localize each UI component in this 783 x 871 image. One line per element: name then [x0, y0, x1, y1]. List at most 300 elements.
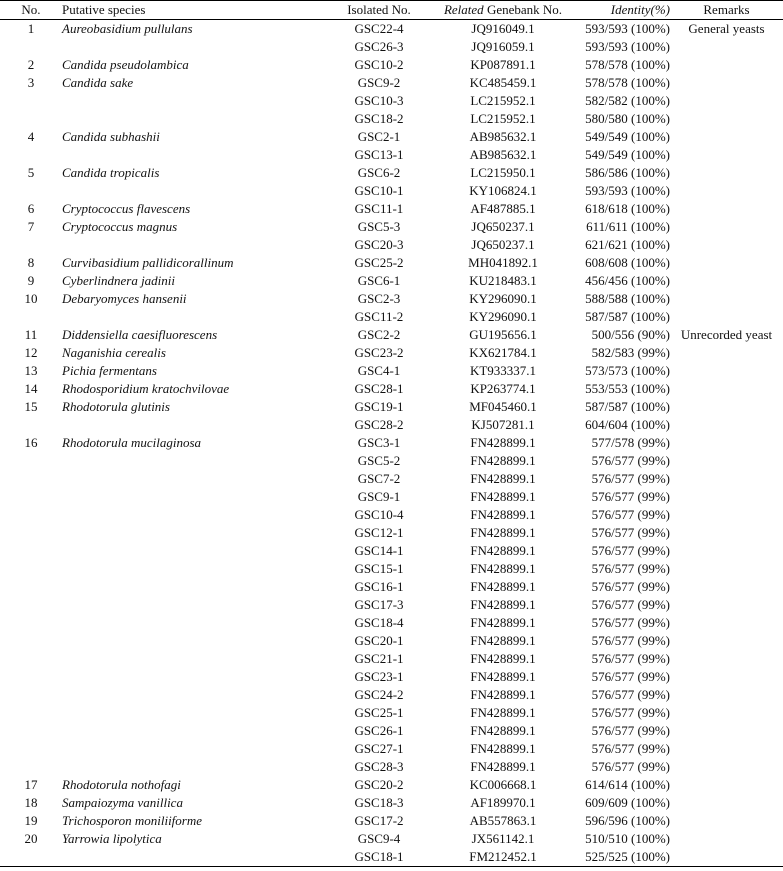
cell-genebank: FN428899.1: [470, 651, 536, 666]
cell-identity: 577/578 (99%): [591, 435, 670, 450]
cell-remarks: [670, 74, 783, 92]
table-row: [0, 128, 783, 146]
cell-no: [0, 470, 62, 488]
cell-species: [62, 740, 322, 758]
cell-genebank: LC215950.1: [470, 165, 536, 180]
table-row: [0, 812, 783, 830]
cell-no: [0, 632, 62, 650]
cell-remarks: [670, 596, 783, 614]
cell-genebank: AF487885.1: [470, 201, 536, 216]
cell-species: Pichia fermentans: [62, 363, 157, 378]
cell-genebank: JQ916049.1: [471, 21, 535, 36]
cell-identity: 573/573 (100%): [585, 363, 670, 378]
cell-no: [0, 524, 62, 542]
table-row: [0, 272, 783, 290]
cell-identity: 608/608 (100%): [585, 255, 670, 270]
cell-species: [62, 38, 322, 56]
cell-remarks: [670, 182, 783, 200]
table-row: [0, 758, 783, 776]
cell-isolated: GSC3-1: [357, 435, 401, 450]
header-isolated: Isolated No.: [322, 1, 436, 20]
cell-remarks: [670, 686, 783, 704]
cell-no: [0, 560, 62, 578]
cell-no: [0, 614, 62, 632]
cell-isolated: GSC9-2: [357, 75, 401, 90]
table-row: [0, 20, 783, 39]
cell-identity: 576/577 (99%): [591, 669, 670, 684]
cell-isolated: GSC2-1: [357, 129, 401, 144]
cell-genebank: FN428899.1: [470, 669, 536, 684]
cell-isolated: GSC25-2: [354, 255, 404, 270]
cell-species: [62, 542, 322, 560]
cell-identity: 587/587 (100%): [585, 309, 670, 324]
cell-remarks: [670, 758, 783, 776]
cell-species: [62, 560, 322, 578]
cell-isolated: GSC4-1: [357, 363, 401, 378]
header-no: No.: [0, 1, 62, 20]
cell-no: [0, 542, 62, 560]
cell-isolated: GSC10-2: [354, 57, 404, 72]
table-row: [0, 848, 783, 867]
cell-species: Rhodotorula mucilaginosa: [62, 435, 202, 450]
cell-remarks: [670, 362, 783, 380]
cell-no: [0, 506, 62, 524]
cell-no: [0, 38, 62, 56]
table-row: [0, 740, 783, 758]
cell-isolated: GSC17-2: [354, 813, 404, 828]
cell-identity: 549/549 (100%): [585, 129, 670, 144]
cell-genebank: AF189970.1: [470, 795, 536, 810]
cell-identity: 576/577 (99%): [591, 489, 670, 504]
cell-remarks: [670, 524, 783, 542]
table-row: [0, 470, 783, 488]
cell-identity: 500/556 (90%): [591, 327, 670, 342]
cell-isolated: GSC28-2: [354, 417, 404, 432]
cell-isolated: GSC9-1: [357, 489, 401, 504]
cell-identity: 576/577 (99%): [591, 507, 670, 522]
cell-identity: 586/586 (100%): [585, 165, 670, 180]
cell-genebank: FN428899.1: [470, 705, 536, 720]
table-row: [0, 452, 783, 470]
cell-genebank: MF045460.1: [469, 399, 537, 414]
cell-isolated: GSC2-2: [357, 327, 401, 342]
table-body: [0, 20, 783, 867]
cell-species: Candida subhashii: [62, 129, 160, 144]
cell-identity: 593/593 (100%): [585, 39, 670, 54]
cell-identity: 593/593 (100%): [585, 183, 670, 198]
cell-genebank: FN428899.1: [470, 507, 536, 522]
cell-species: Cryptococcus flavescens: [62, 201, 191, 216]
cell-species: [62, 182, 322, 200]
table-row: [0, 362, 783, 380]
cell-isolated: GSC7-2: [357, 471, 401, 486]
cell-remarks: [670, 290, 783, 308]
cell-isolated: GSC18-2: [354, 111, 404, 126]
cell-isolated: GSC17-3: [354, 597, 404, 612]
cell-no: [0, 308, 62, 326]
cell-identity: 576/577 (99%): [591, 723, 670, 738]
cell-identity: 587/587 (100%): [585, 399, 670, 414]
cell-identity: 588/588 (100%): [585, 291, 670, 306]
table-row: [0, 38, 783, 56]
cell-genebank: KC485459.1: [469, 75, 537, 90]
cell-species: [62, 614, 322, 632]
cell-isolated: GSC9-4: [357, 831, 401, 846]
cell-remarks: [670, 146, 783, 164]
cell-species: Debaryomyces hansenii: [62, 291, 187, 306]
cell-genebank: JQ650237.1: [471, 219, 535, 234]
cell-remarks: [670, 848, 783, 867]
cell-isolated: GSC23-2: [354, 345, 404, 360]
table-row: [0, 722, 783, 740]
table-row: [0, 578, 783, 596]
cell-no: 9: [27, 273, 35, 288]
table-row: [0, 200, 783, 218]
cell-isolated: GSC10-3: [354, 93, 404, 108]
cell-identity: 604/604 (100%): [585, 417, 670, 432]
cell-identity: 576/577 (99%): [591, 471, 670, 486]
table-row: [0, 704, 783, 722]
cell-remarks: [670, 794, 783, 812]
cell-identity: 576/577 (99%): [591, 687, 670, 702]
cell-remarks: [670, 614, 783, 632]
table-row: [0, 542, 783, 560]
table-row: [0, 650, 783, 668]
cell-no: 7: [27, 219, 35, 234]
cell-isolated: GSC28-3: [354, 759, 404, 774]
cell-genebank: LC215952.1: [470, 93, 536, 108]
cell-isolated: GSC5-2: [357, 453, 401, 468]
cell-species: [62, 146, 322, 164]
cell-identity: 576/577 (99%): [591, 543, 670, 558]
cell-species: [62, 632, 322, 650]
cell-remarks: [670, 722, 783, 740]
cell-genebank: FN428899.1: [470, 723, 536, 738]
table-row: [0, 56, 783, 74]
table-row: [0, 632, 783, 650]
cell-species: Curvibasidium pallidicorallinum: [62, 255, 234, 270]
cell-no: [0, 650, 62, 668]
cell-remarks: [670, 812, 783, 830]
cell-species: Candida tropicalis: [62, 165, 160, 180]
cell-identity: 576/577 (99%): [591, 453, 670, 468]
cell-genebank: FN428899.1: [470, 543, 536, 558]
cell-remarks: [670, 56, 783, 74]
cell-genebank: KX621784.1: [469, 345, 537, 360]
cell-genebank: KP087891.1: [470, 57, 536, 72]
cell-genebank: FN428899.1: [470, 687, 536, 702]
cell-genebank: FN428899.1: [470, 435, 536, 450]
cell-species: [62, 686, 322, 704]
table-row: [0, 398, 783, 416]
table-row: [0, 794, 783, 812]
table-row: [0, 524, 783, 542]
cell-genebank: LC215952.1: [470, 111, 536, 126]
cell-isolated: GSC11-1: [354, 201, 404, 216]
cell-identity: 576/577 (99%): [591, 741, 670, 756]
cell-no: [0, 578, 62, 596]
cell-remarks: [670, 218, 783, 236]
cell-identity: 611/611 (100%): [586, 219, 670, 234]
cell-species: Aureobasidium pullulans: [62, 21, 193, 36]
cell-species: Cryptococcus magnus: [62, 219, 178, 234]
cell-genebank: FN428899.1: [470, 471, 536, 486]
cell-isolated: GSC26-3: [354, 39, 404, 54]
cell-identity: 582/583 (99%): [591, 345, 670, 360]
cell-isolated: GSC20-3: [354, 237, 404, 252]
cell-isolated: GSC15-1: [354, 561, 404, 576]
table-row: [0, 182, 783, 200]
header-row: [0, 1, 783, 20]
cell-no: 6: [27, 201, 35, 216]
cell-remarks: [670, 740, 783, 758]
cell-species: Rhodotorula nothofagi: [62, 777, 181, 792]
cell-isolated: GSC10-1: [354, 183, 404, 198]
cell-identity: 576/577 (99%): [591, 615, 670, 630]
cell-remarks: [670, 830, 783, 848]
cell-no: 10: [24, 291, 38, 306]
cell-species: Rhodosporidium kratochvilovae: [62, 381, 230, 396]
cell-no: 1: [27, 21, 35, 36]
cell-species: [62, 722, 322, 740]
cell-species: Sampaiozyma vanillica: [62, 795, 183, 810]
table-row: [0, 776, 783, 794]
table-row: [0, 110, 783, 128]
cell-genebank: MH041892.1: [468, 255, 538, 270]
cell-isolated: GSC24-2: [354, 687, 404, 702]
cell-isolated: GSC12-1: [354, 525, 404, 540]
cell-no: [0, 488, 62, 506]
cell-no: [0, 596, 62, 614]
header-genebank-rest: Genebank No.: [483, 2, 563, 17]
table-row: [0, 236, 783, 254]
cell-genebank: FN428899.1: [470, 561, 536, 576]
cell-genebank: KP263774.1: [470, 381, 536, 396]
cell-identity: 576/577 (99%): [591, 651, 670, 666]
cell-remarks: [670, 416, 783, 434]
cell-remarks: General yeasts: [688, 21, 765, 36]
cell-no: [0, 848, 62, 867]
table-row: [0, 686, 783, 704]
cell-isolated: GSC22-4: [354, 21, 404, 36]
cell-remarks: Unrecorded yeast: [680, 327, 773, 342]
table-row: [0, 488, 783, 506]
table-row: [0, 164, 783, 182]
cell-no: [0, 416, 62, 434]
cell-species: [62, 704, 322, 722]
cell-remarks: [670, 434, 783, 452]
cell-identity: 525/525 (100%): [570, 848, 670, 867]
table-row: [0, 218, 783, 236]
cell-remarks: [670, 560, 783, 578]
cell-remarks: [670, 542, 783, 560]
table-row: [0, 614, 783, 632]
cell-identity: 593/593 (100%): [585, 21, 670, 36]
cell-species: Rhodotorula glutinis: [62, 399, 170, 414]
cell-remarks: [670, 272, 783, 290]
cell-no: 2: [27, 57, 35, 72]
cell-genebank: KY296090.1: [469, 309, 537, 324]
cell-no: [0, 686, 62, 704]
cell-remarks: [670, 398, 783, 416]
cell-isolated: GSC10-4: [354, 507, 404, 522]
table-row: [0, 830, 783, 848]
cell-genebank: AB557863.1: [469, 813, 537, 828]
cell-isolated: GSC23-1: [354, 669, 404, 684]
table-row: [0, 416, 783, 434]
cell-remarks: [670, 110, 783, 128]
cell-genebank: AB985632.1: [469, 129, 537, 144]
cell-species: [62, 236, 322, 254]
cell-genebank: FN428899.1: [470, 597, 536, 612]
cell-isolated: GSC20-1: [354, 633, 404, 648]
cell-remarks: [670, 578, 783, 596]
cell-isolated: GSC14-1: [354, 543, 404, 558]
header-genebank-related: Related: [443, 2, 484, 17]
cell-isolated: GSC26-1: [354, 723, 404, 738]
cell-no: 3: [27, 75, 35, 90]
cell-identity: 578/578 (100%): [585, 75, 670, 90]
cell-isolated: GSC27-1: [354, 741, 404, 756]
cell-species: [62, 488, 322, 506]
header-remarks: Remarks: [670, 1, 783, 20]
cell-species: [62, 650, 322, 668]
cell-identity: 576/577 (99%): [591, 525, 670, 540]
cell-genebank: FN428899.1: [470, 525, 536, 540]
cell-identity: 576/577 (99%): [591, 597, 670, 612]
cell-remarks: [670, 668, 783, 686]
cell-no: 17: [24, 777, 38, 792]
table-row: [0, 506, 783, 524]
cell-genebank: FN428899.1: [470, 615, 536, 630]
cell-no: [0, 722, 62, 740]
table-row: [0, 434, 783, 452]
cell-identity: 582/582 (100%): [585, 93, 670, 108]
cell-genebank: KT933337.1: [469, 363, 537, 378]
cell-genebank: KU218483.1: [469, 273, 537, 288]
cell-identity: 576/577 (99%): [591, 579, 670, 594]
cell-isolated: GSC20-2: [354, 777, 404, 792]
cell-no: 14: [24, 381, 38, 396]
cell-identity: 614/614 (100%): [585, 777, 670, 792]
cell-remarks: [670, 38, 783, 56]
cell-remarks: [670, 236, 783, 254]
cell-species: [62, 416, 322, 434]
cell-isolated: GSC6-2: [357, 165, 401, 180]
cell-no: 12: [24, 345, 38, 360]
cell-remarks: [670, 470, 783, 488]
header-identity: Identity(%): [570, 1, 670, 20]
cell-genebank: AB985632.1: [469, 147, 537, 162]
cell-no: 16: [24, 435, 38, 450]
cell-species: [62, 758, 322, 776]
cell-no: [0, 758, 62, 776]
cell-no: 4: [27, 129, 35, 144]
cell-no: [0, 236, 62, 254]
table-row: [0, 254, 783, 272]
cell-genebank: KJ507281.1: [471, 417, 535, 432]
table-row: [0, 380, 783, 398]
cell-isolated: GSC25-1: [354, 705, 404, 720]
table-row: [0, 92, 783, 110]
cell-species: [62, 110, 322, 128]
cell-genebank: FN428899.1: [470, 633, 536, 648]
header-genebank: [436, 1, 570, 20]
cell-no: [0, 704, 62, 722]
header-species: Putative species: [62, 1, 322, 20]
cell-remarks: [670, 650, 783, 668]
cell-no: 13: [24, 363, 38, 378]
table-row: [0, 326, 783, 344]
cell-remarks: [670, 344, 783, 362]
cell-no: [0, 146, 62, 164]
cell-genebank: JQ650237.1: [471, 237, 535, 252]
table-row: [0, 668, 783, 686]
cell-isolated: GSC18-1: [322, 848, 436, 867]
cell-no: 19: [24, 813, 38, 828]
cell-identity: 621/621 (100%): [585, 237, 670, 252]
cell-species: Diddensiella caesifluorescens: [62, 327, 218, 342]
table-row: [0, 344, 783, 362]
table-row: [0, 290, 783, 308]
cell-species: Candida sake: [62, 75, 134, 90]
table-row: [0, 146, 783, 164]
cell-genebank: FN428899.1: [470, 489, 536, 504]
cell-identity: 609/609 (100%): [585, 795, 670, 810]
cell-remarks: [670, 776, 783, 794]
cell-no: [0, 452, 62, 470]
cell-genebank: JX561142.1: [471, 831, 535, 846]
cell-identity: 618/618 (100%): [585, 201, 670, 216]
cell-no: [0, 740, 62, 758]
cell-remarks: [670, 506, 783, 524]
cell-genebank: KY296090.1: [469, 291, 537, 306]
cell-isolated: GSC28-1: [354, 381, 404, 396]
cell-isolated: GSC16-1: [354, 579, 404, 594]
cell-identity: 576/577 (99%): [591, 705, 670, 720]
cell-identity: 510/510 (100%): [585, 831, 670, 846]
cell-species: Trichosporon moniliiforme: [62, 813, 203, 828]
cell-isolated: GSC5-3: [357, 219, 401, 234]
cell-remarks: [670, 128, 783, 146]
cell-isolated: GSC21-1: [354, 651, 404, 666]
cell-no: 11: [24, 327, 38, 342]
cell-remarks: [670, 164, 783, 182]
cell-no: 18: [24, 795, 38, 810]
cell-remarks: [670, 488, 783, 506]
cell-species: [62, 470, 322, 488]
cell-identity: 576/577 (99%): [591, 759, 670, 774]
cell-identity: 553/553 (100%): [585, 381, 670, 396]
cell-remarks: [670, 452, 783, 470]
cell-no: [0, 668, 62, 686]
cell-no: 20: [24, 831, 38, 846]
cell-species: Cyberlindnera jadinii: [62, 273, 176, 288]
cell-genebank: FN428899.1: [470, 741, 536, 756]
cell-species: [62, 596, 322, 614]
cell-species: [62, 308, 322, 326]
cell-genebank: GU195656.1: [469, 327, 537, 342]
cell-identity: 596/596 (100%): [585, 813, 670, 828]
cell-isolated: GSC11-2: [354, 309, 404, 324]
cell-identity: 549/549 (100%): [585, 147, 670, 162]
cell-genebank: KY106824.1: [469, 183, 537, 198]
cell-genebank: FN428899.1: [470, 453, 536, 468]
cell-remarks: [670, 632, 783, 650]
cell-remarks: [670, 704, 783, 722]
cell-genebank: FN428899.1: [470, 579, 536, 594]
cell-no: 5: [27, 165, 35, 180]
